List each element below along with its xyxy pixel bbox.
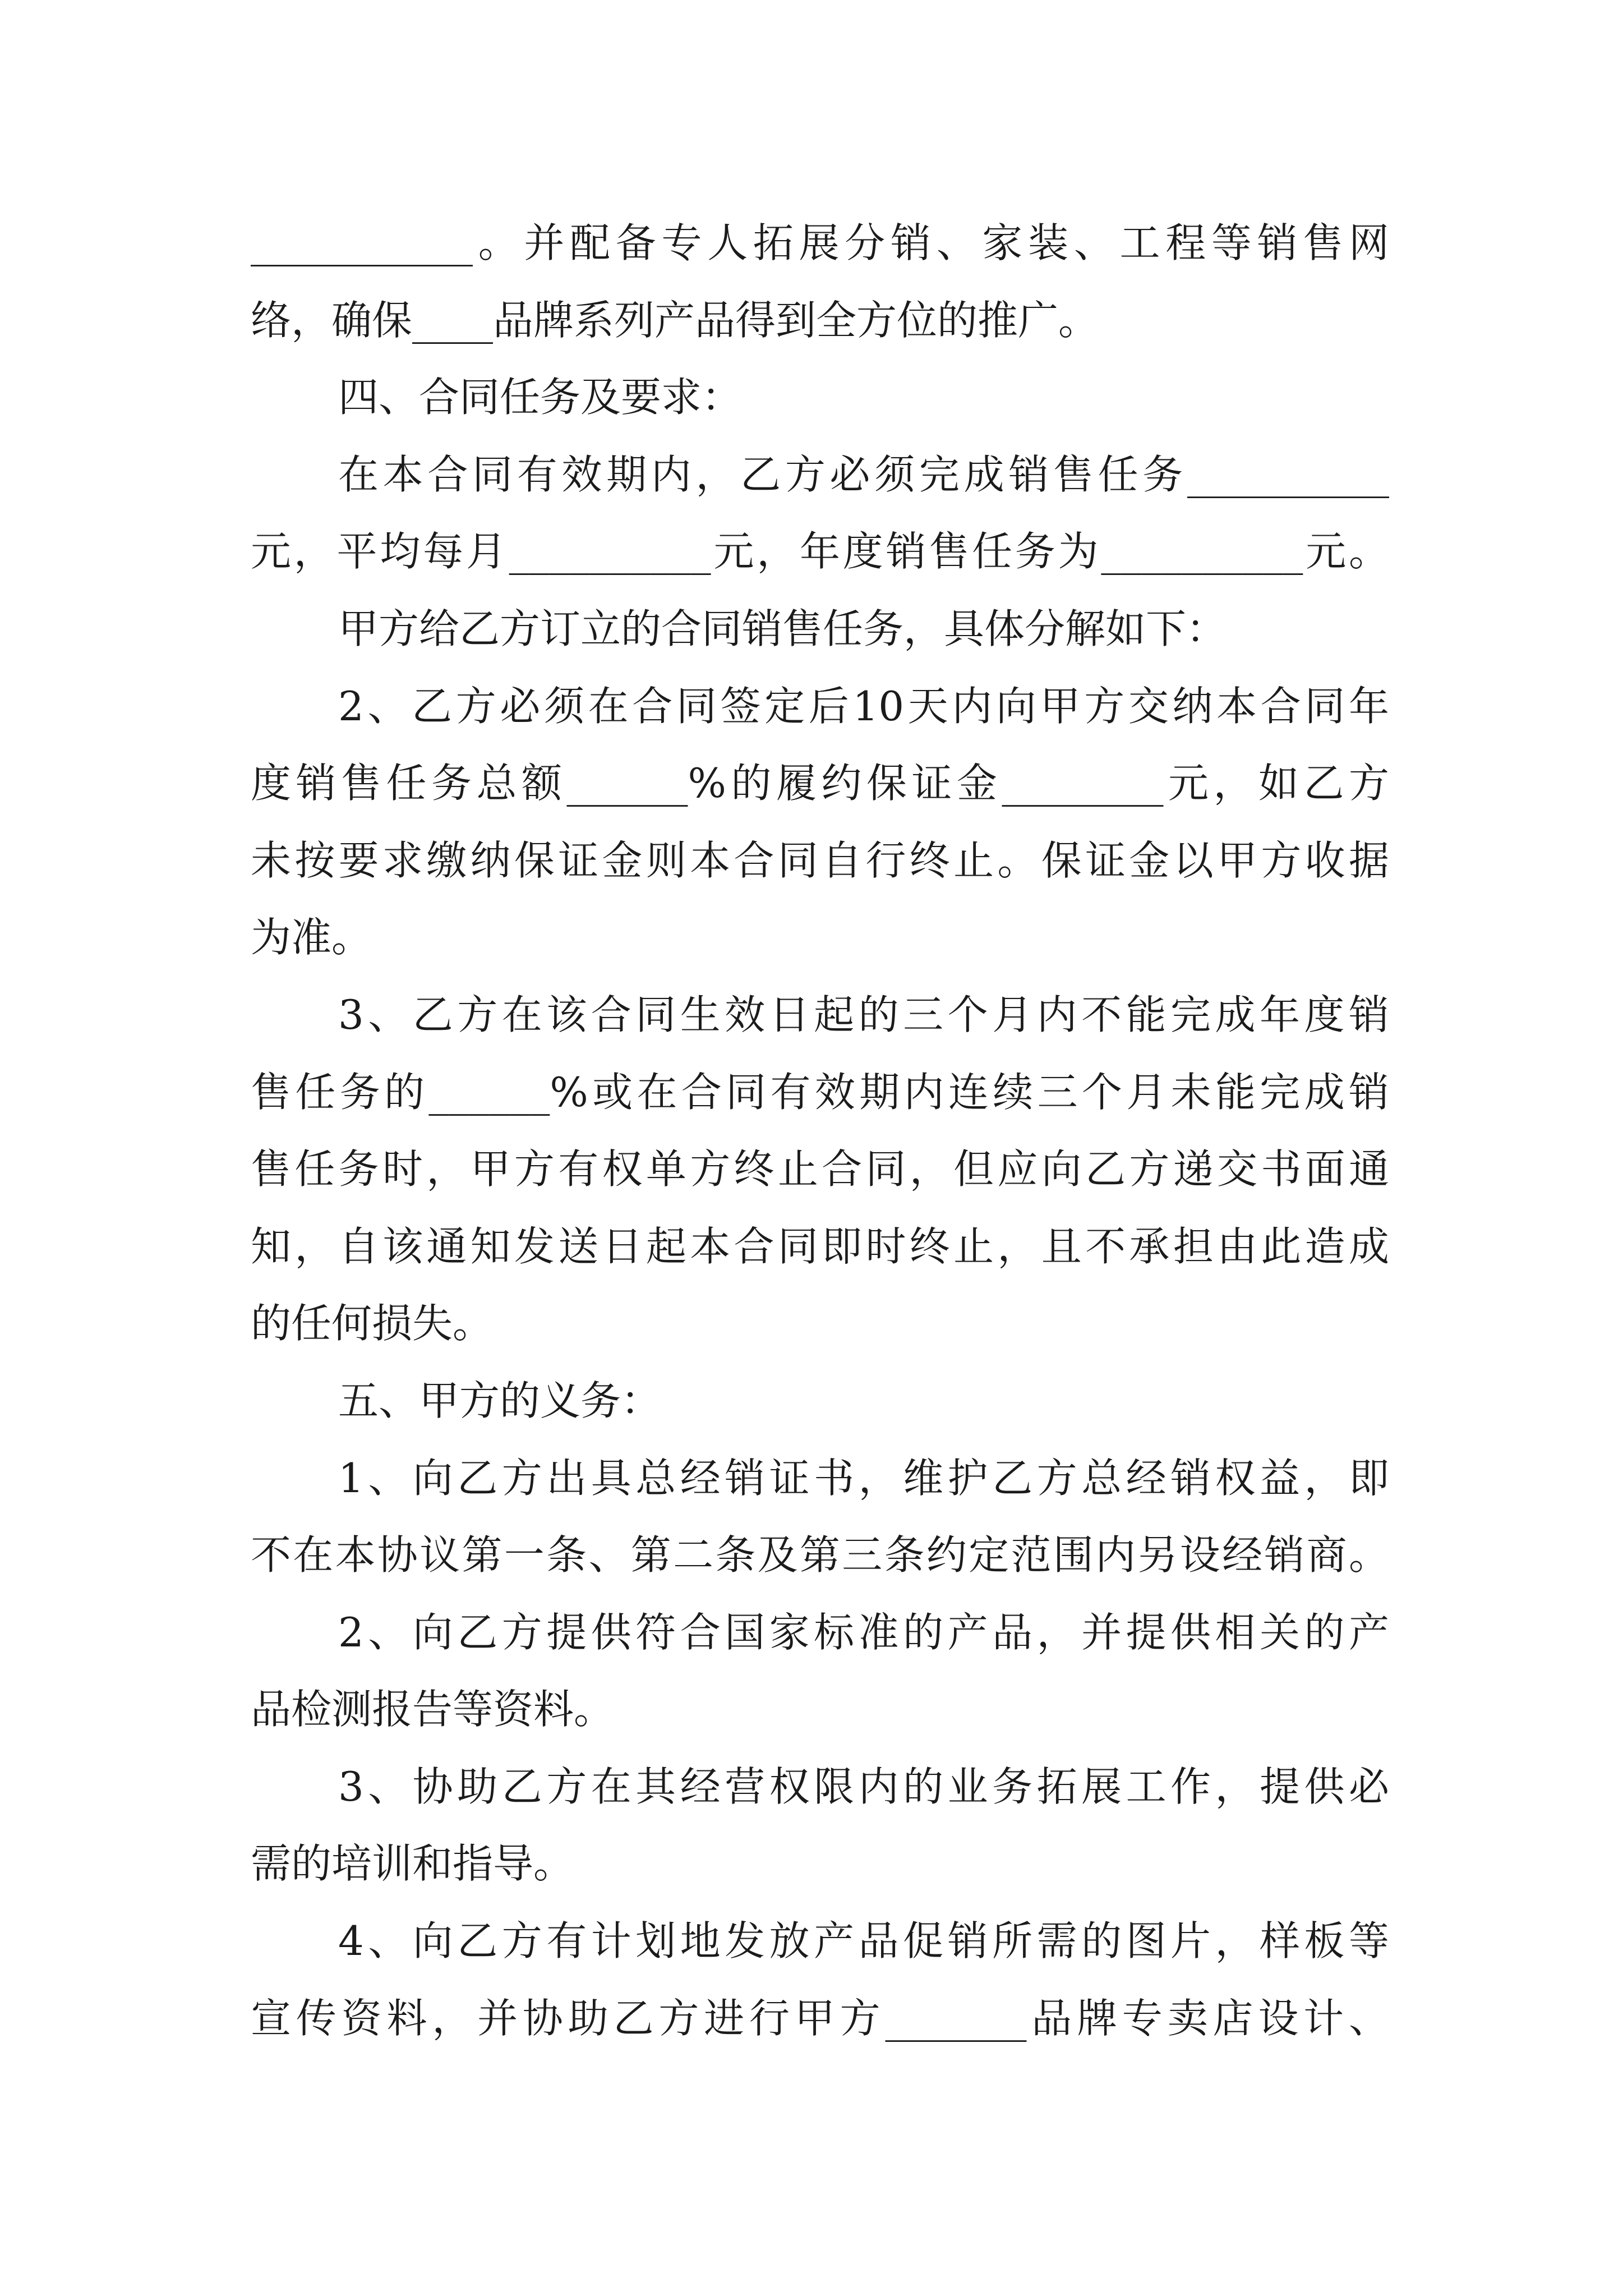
clause-item [251,1440,1389,1594]
text-line: 1、向乙方出具总经销证书，维护乙方总经销权益，即 [338,1454,1389,1502]
section-heading-text: 五、甲方的义务： [338,1377,662,1424]
text-line: 知，自该通知发送日起本合同即时终止，且不承担由此造成 [251,1222,1389,1270]
text-line: 元，平均每月__________元，年度销售任务为__________元。 [251,528,1389,576]
text-line: 售任务时，甲方有权单方终止合同，但应向乙方递交书面通 [251,1145,1389,1193]
text-line: ___________。并配备专人拓展分销、家装、工程等销售网 [251,219,1389,266]
text-line: 为准。 [251,914,372,961]
text-line: 2、向乙方提供符合国家标准的产品，并提供相关的产 [338,1608,1389,1656]
text-line: 4、向乙方有计划地发放产品促销所需的图片，样板等 [338,1917,1389,1965]
text-line: 络，确保____品牌系列产品得到全方位的推广。 [251,296,1099,344]
text-line: 3、协助乙方在其经营权限内的业务拓展工作，提供必 [338,1763,1389,1810]
clause-item [251,977,1389,1363]
text-line: 在本合同有效期内，乙方必须完成销售任务__________ [338,450,1389,498]
text-line: 宣传资料，并协助乙方进行甲方_______品牌专卖店设计、 [251,1994,1389,2042]
text-line: 2、乙方必须在合同签定后10天内向甲方交纳本合同年 [338,682,1389,730]
text-line: 售任务的______%或在合同有效期内连续三个月未能完成销 [251,1068,1389,1116]
paragraph [251,205,1389,359]
clause-item [251,1749,1389,1903]
text-line: 品检测报告等资料。 [251,1686,615,1733]
text-line: 未按要求缴纳保证金则本合同自行终止。保证金以甲方收据 [251,836,1389,884]
text-line: 度销售任务总额______%的履约保证金________元，如乙方 [251,760,1389,807]
clause-item [251,1903,1389,2057]
paragraph [251,436,1389,591]
section-heading [251,1363,1389,1440]
section-heading-text: 四、合同任务及要求： [338,374,743,421]
clause-item [251,1594,1389,1749]
text-line: 的任何损失。 [251,1300,494,1347]
text-line: 需的培训和指导。 [251,1840,574,1888]
section-heading [251,359,1389,436]
paragraph [251,591,1389,668]
document-body [251,205,1389,2057]
clause-item [251,668,1389,977]
text-line: 3、乙方在该合同生效日起的三个月内不能完成年度销 [338,991,1389,1038]
text-line: 不在本协议第一条、第二条及第三条约定范围内另设经销商。 [251,1531,1389,1579]
text-line: 甲方给乙方订立的合同销售任务，具体分解如下： [338,605,1227,652]
